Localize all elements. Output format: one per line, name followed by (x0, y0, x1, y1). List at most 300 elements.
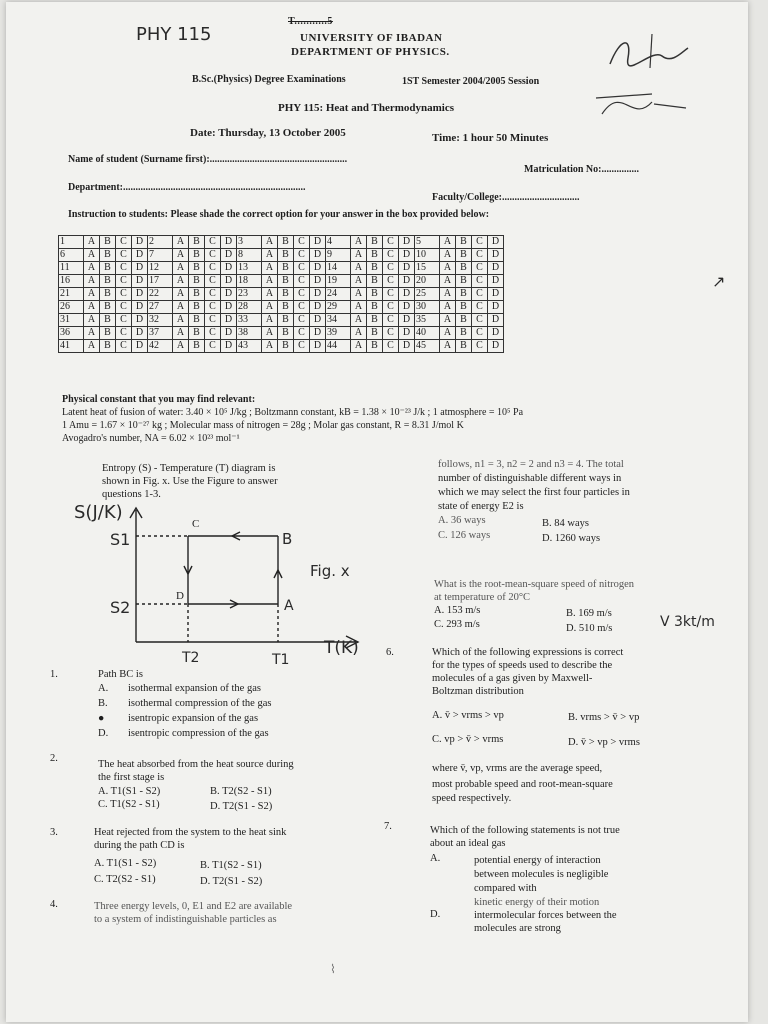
question-number-cell: 40 (415, 327, 440, 340)
answer-option-cell-d[interactable]: D (399, 327, 415, 340)
answer-option-cell-a[interactable]: A (173, 301, 189, 314)
question-number-cell: 24 (326, 288, 351, 301)
answer-option-cell-c[interactable]: C (294, 249, 310, 262)
answer-option-cell-c[interactable]: C (383, 275, 399, 288)
question-number-cell: 3 (237, 236, 262, 249)
answer-option-cell-d[interactable]: D (488, 327, 504, 340)
q7-option-a-line-1: potential energy of interaction (474, 855, 601, 866)
university-name: UNIVERSITY OF IBADAN (300, 32, 443, 44)
q7-option-d-line-0: kinetic energy of their motion (474, 897, 600, 908)
answer-option-cell-a[interactable]: A (262, 288, 278, 301)
answer-option-cell-b[interactable]: B (456, 327, 472, 340)
question-number-cell: 19 (326, 275, 351, 288)
point-b-label: B (282, 530, 293, 548)
instruction-text: Instruction to students: Please shade the correct option for your answer in the box provided below: (68, 209, 490, 220)
answer-option-cell-d[interactable]: D (399, 262, 415, 275)
answer-option-cell-b[interactable]: B (189, 249, 205, 262)
answer-grid-row (59, 327, 504, 340)
answer-option-cell-d[interactable]: D (488, 314, 504, 327)
answer-option-cell-c[interactable]: C (116, 340, 132, 353)
question-number-cell: 11 (59, 262, 84, 275)
answer-option-cell-b[interactable]: B (100, 340, 116, 353)
answer-option-cell-b[interactable]: B (278, 288, 294, 301)
answer-option-cell-c[interactable]: C (205, 301, 221, 314)
q4-line-2: to a system of indistinguishable particles as (94, 914, 277, 925)
answer-option-cell-d[interactable]: D (221, 262, 237, 275)
answer-option-cell-a[interactable]: A (262, 314, 278, 327)
answer-option-cell-c[interactable]: C (383, 236, 399, 249)
q6-option-a: A. v̄ > vrms > vp (432, 710, 504, 721)
question-number-cell: 31 (59, 314, 84, 327)
exam-time: Time: 1 hour 50 Minutes (432, 132, 549, 144)
q4-cont-line-2: number of distinguishable different ways in (438, 473, 622, 484)
question-number-cell: 45 (415, 340, 440, 353)
answer-option-cell-d[interactable]: D (399, 275, 415, 288)
answer-option-cell-d[interactable]: D (310, 314, 326, 327)
answer-option-cell-c[interactable]: C (472, 314, 488, 327)
answer-option-cell-c[interactable]: C (205, 262, 221, 275)
answer-option-cell-d[interactable]: D (399, 314, 415, 327)
answer-option-cell-d[interactable]: D (221, 249, 237, 262)
q4-line-1: Three energy levels, 0, E1 and E2 are available (94, 901, 293, 912)
q4-option-c: C. 126 ways (438, 530, 491, 541)
answer-option-cell-a[interactable]: A (84, 236, 100, 249)
answer-option-cell-d[interactable]: D (488, 340, 504, 353)
handwritten-course-code: PHY 115 (136, 24, 212, 45)
q1-text: Path BC is (98, 669, 143, 680)
t2-label: T2 (182, 650, 200, 666)
answer-option-cell-d[interactable]: D (310, 327, 326, 340)
q4-cont-line-1: follows, n1 = 3, n2 = 2 and n3 = 4. The total (438, 459, 624, 470)
q6-option-d: D. v̄ > vp > vrms (568, 737, 640, 748)
q2-number: 2. (50, 753, 58, 764)
answer-option-cell-b[interactable]: B (367, 327, 383, 340)
q1-option-d: D. isentropic compression of the gas (98, 728, 269, 739)
question-number-cell: 10 (415, 249, 440, 262)
q7-option-a-line-3: compared with (474, 883, 537, 894)
answer-option-cell-a[interactable]: A (84, 314, 100, 327)
answer-option-cell-d[interactable]: D (310, 340, 326, 353)
answer-option-cell-a[interactable]: A (440, 236, 456, 249)
answer-option-cell-a[interactable]: A (173, 249, 189, 262)
answer-option-cell-c[interactable]: C (294, 314, 310, 327)
answer-option-cell-c[interactable]: C (205, 327, 221, 340)
answer-option-cell-b[interactable]: B (278, 236, 294, 249)
department-name: DEPARTMENT OF PHYSICS. (291, 46, 450, 58)
answer-option-cell-a[interactable]: A (173, 288, 189, 301)
answer-option-cell-d[interactable]: D (399, 249, 415, 262)
q1-option-b: B. isothermal compression of the gas (98, 698, 272, 709)
answer-option-cell-d[interactable]: D (221, 314, 237, 327)
handwritten-arrow-mark: ↗ (712, 272, 726, 291)
answer-option-cell-d[interactable]: D (132, 249, 148, 262)
student-name-field: Name of student (Surname first):....................................................... (68, 154, 348, 165)
q6-where-2: most probable speed and root-mean-square (432, 779, 613, 790)
answer-option-cell-c[interactable]: C (116, 236, 132, 249)
answer-grid-row (59, 288, 504, 301)
answer-option-cell-d[interactable]: D (132, 327, 148, 340)
q2-option-c: C. T1(S2 - S1) (98, 799, 160, 810)
answer-option-cell-d[interactable]: D (132, 314, 148, 327)
q4-number: 4. (50, 899, 58, 910)
answer-option-cell-d[interactable]: D (132, 236, 148, 249)
answer-option-cell-a[interactable]: A (173, 340, 189, 353)
exam-date: Date: Thursday, 13 October 2005 (190, 127, 346, 139)
answer-option-cell-d[interactable]: D (310, 236, 326, 249)
answer-option-cell-d[interactable]: D (399, 340, 415, 353)
answer-option-cell-b[interactable]: B (456, 249, 472, 262)
answer-option-cell-c[interactable]: C (205, 314, 221, 327)
answer-option-cell-a[interactable]: A (84, 249, 100, 262)
question-number-cell: 22 (148, 288, 173, 301)
q6-line-2: for the types of speeds used to describe the (432, 660, 613, 671)
answer-option-cell-d[interactable]: D (221, 275, 237, 288)
answer-option-cell-c[interactable]: C (472, 340, 488, 353)
answer-option-cell-b[interactable]: B (367, 288, 383, 301)
answer-option-cell-c[interactable]: C (205, 249, 221, 262)
answer-option-cell-d[interactable]: D (221, 288, 237, 301)
question-number-cell: 12 (148, 262, 173, 275)
q6-option-c: C. vp > v̄ > vrms (432, 734, 504, 745)
answer-option-cell-c[interactable]: C (472, 275, 488, 288)
answer-option-cell-b[interactable]: B (278, 249, 294, 262)
q3-option-c: C. T2(S2 - S1) (94, 874, 156, 885)
question-number-cell: 36 (59, 327, 84, 340)
answer-option-cell-b[interactable]: B (367, 314, 383, 327)
answer-option-cell-b[interactable]: B (189, 301, 205, 314)
t1-label: T1 (272, 652, 290, 668)
answer-option-cell-b[interactable]: B (100, 275, 116, 288)
answer-option-cell-c[interactable]: C (383, 288, 399, 301)
answer-option-cell-d[interactable]: D (310, 262, 326, 275)
answer-option-cell-a[interactable]: A (84, 340, 100, 353)
answer-option-cell-b[interactable]: B (189, 314, 205, 327)
semester: 1ST Semester 2004/2005 Session (402, 76, 540, 87)
q7-number: 7. (384, 821, 392, 832)
answer-option-cell-c[interactable]: C (294, 288, 310, 301)
q3-option-d: D. T2(S1 - S2) (200, 876, 263, 887)
answer-option-cell-b[interactable]: B (456, 262, 472, 275)
exam-title: B.Sc.(Physics) Degree Examinations (192, 74, 346, 85)
answer-option-cell-d[interactable]: D (221, 236, 237, 249)
answer-option-cell-c[interactable]: C (472, 236, 488, 249)
answer-option-cell-c[interactable]: C (205, 340, 221, 353)
answer-option-cell-a[interactable]: A (440, 275, 456, 288)
constants-line-1: Latent heat of fusion of water: 3.40 × 10⁵ J/kg ; Boltzmann constant, kB = 1.38 × 10⁻²³ J/k ; 1 atmosphere = 10⁵ Pa (62, 407, 524, 418)
answer-option-cell-d[interactable]: D (488, 249, 504, 262)
answer-option-cell-b[interactable]: B (456, 340, 472, 353)
answer-option-cell-c[interactable]: C (116, 249, 132, 262)
question-number-cell: 37 (148, 327, 173, 340)
answer-option-cell-a[interactable]: A (440, 340, 456, 353)
answer-option-cell-a[interactable]: A (173, 314, 189, 327)
question-number-cell: 42 (148, 340, 173, 353)
answer-option-cell-a[interactable]: A (262, 275, 278, 288)
answer-option-cell-c[interactable]: C (116, 314, 132, 327)
answer-option-cell-c[interactable]: C (383, 327, 399, 340)
q5-option-c: C. 293 m/s (434, 619, 480, 630)
faculty-field: Faculty/College:............................... (432, 192, 580, 203)
answer-option-cell-b[interactable]: B (456, 301, 472, 314)
answer-option-cell-b[interactable]: B (367, 301, 383, 314)
q7-option-d-label: D. (430, 909, 441, 920)
answer-option-cell-a[interactable]: A (84, 275, 100, 288)
answer-option-cell-c[interactable]: C (472, 262, 488, 275)
answer-option-cell-c[interactable]: C (383, 340, 399, 353)
q7-line-1: Which of the following statements is not true (430, 825, 620, 836)
answer-option-cell-b[interactable]: B (278, 262, 294, 275)
answer-option-cell-c[interactable]: C (294, 262, 310, 275)
answer-option-cell-d[interactable]: D (132, 288, 148, 301)
answer-option-cell-c[interactable]: C (472, 327, 488, 340)
q2-option-b: B. T2(S2 - S1) (210, 786, 272, 797)
answer-grid-row (59, 301, 504, 314)
answer-option-cell-b[interactable]: B (367, 236, 383, 249)
handwritten-note: V 3kt/m (660, 614, 715, 630)
question-number-cell: 5 (415, 236, 440, 249)
matric-field: Matriculation No:............... (524, 164, 639, 175)
answer-option-cell-c[interactable]: C (383, 249, 399, 262)
answer-option-cell-b[interactable]: B (189, 262, 205, 275)
answer-option-cell-a[interactable]: A (84, 301, 100, 314)
answer-option-cell-a[interactable]: A (84, 327, 100, 340)
answer-option-cell-b[interactable]: B (278, 314, 294, 327)
answer-option-cell-b[interactable]: B (278, 327, 294, 340)
answer-option-cell-a[interactable]: A (262, 327, 278, 340)
answer-option-cell-a[interactable]: A (351, 249, 367, 262)
answer-option-cell-b[interactable]: B (100, 249, 116, 262)
q2-line-1: The heat absorbed from the heat source during (98, 759, 294, 770)
answer-option-cell-c[interactable]: C (472, 288, 488, 301)
s2-label: S2 (110, 598, 131, 617)
answer-option-cell-c[interactable]: C (294, 236, 310, 249)
q7-line-2: about an ideal gas (430, 838, 506, 849)
question-number-cell: 20 (415, 275, 440, 288)
constants-line-2: 1 Amu = 1.67 × 10⁻²⁷ kg ; Molecular mass of nitrogen = 28g ; Molar gas constant, R = 8.31 J/mol K (62, 420, 464, 431)
question-number-cell: 41 (59, 340, 84, 353)
q6-where-3: speed respectively. (432, 793, 512, 804)
q1-option-a: A. isothermal expansion of the gas (98, 683, 261, 694)
question-number-cell: 43 (237, 340, 262, 353)
figure-label: Fig. x (310, 562, 350, 580)
q2-line-2: the first stage is (98, 772, 165, 783)
answer-option-cell-a[interactable]: A (351, 301, 367, 314)
question-number-cell: 14 (326, 262, 351, 275)
question-number-cell: 23 (237, 288, 262, 301)
q6-line-3: molecules of a gas given by Maxwell- (432, 673, 593, 684)
answer-option-cell-a[interactable]: A (173, 275, 189, 288)
question-number-cell: 13 (237, 262, 262, 275)
q6-number: 6. (386, 647, 394, 658)
answer-option-cell-d[interactable]: D (132, 340, 148, 353)
answer-option-cell-d[interactable]: D (488, 301, 504, 314)
answer-option-cell-a[interactable]: A (351, 314, 367, 327)
question-number-cell: 44 (326, 340, 351, 353)
answer-option-cell-a[interactable]: A (351, 236, 367, 249)
answer-option-cell-c[interactable]: C (205, 275, 221, 288)
answer-option-cell-c[interactable]: C (116, 301, 132, 314)
question-number-cell: 1 (59, 236, 84, 249)
q3-option-a: A. T1(S1 - S2) (94, 858, 157, 869)
answer-option-cell-d[interactable]: D (132, 262, 148, 275)
answer-option-cell-a[interactable]: A (440, 262, 456, 275)
exam-sheet (6, 2, 748, 1022)
answer-option-cell-c[interactable]: C (383, 262, 399, 275)
answer-option-cell-d[interactable]: D (399, 236, 415, 249)
answer-option-cell-d[interactable]: D (399, 301, 415, 314)
answer-option-cell-c[interactable]: C (383, 301, 399, 314)
answer-option-cell-b[interactable]: B (100, 288, 116, 301)
answer-option-cell-a[interactable]: A (351, 288, 367, 301)
answer-option-cell-b[interactable]: B (278, 340, 294, 353)
question-number-cell: 8 (237, 249, 262, 262)
answer-grid-row (59, 236, 504, 249)
answer-option-cell-d[interactable]: D (132, 275, 148, 288)
answer-option-cell-b[interactable]: B (189, 275, 205, 288)
answer-option-cell-a[interactable]: A (351, 327, 367, 340)
answer-option-cell-a[interactable]: A (262, 262, 278, 275)
question-number-cell: 15 (415, 262, 440, 275)
answer-option-cell-b[interactable]: B (456, 314, 472, 327)
question-number-cell: 39 (326, 327, 351, 340)
answer-option-cell-a[interactable]: A (173, 327, 189, 340)
answer-option-cell-b[interactable]: B (100, 262, 116, 275)
answer-option-cell-d[interactable]: D (488, 275, 504, 288)
answer-grid-row (59, 275, 504, 288)
answer-option-cell-b[interactable]: B (456, 275, 472, 288)
answer-option-cell-c[interactable]: C (205, 288, 221, 301)
answer-option-cell-a[interactable]: A (262, 340, 278, 353)
answer-option-cell-a[interactable]: A (440, 249, 456, 262)
answer-option-cell-d[interactable]: D (310, 249, 326, 262)
figure-intro-1: Entropy (S) - Temperature (T) diagram is (102, 463, 276, 474)
answer-option-cell-c[interactable]: C (294, 340, 310, 353)
crossed-text: T...........5 (288, 16, 333, 27)
answer-option-cell-d[interactable]: D (399, 288, 415, 301)
answer-option-cell-d[interactable]: D (221, 301, 237, 314)
question-number-cell: 26 (59, 301, 84, 314)
question-number-cell: 6 (59, 249, 84, 262)
answer-option-cell-a[interactable]: A (351, 262, 367, 275)
q5-line-2: at temperature of 20°C (434, 592, 531, 603)
answer-option-cell-b[interactable]: B (189, 236, 205, 249)
q4-cont-line-3: which we may select the first four particles in (438, 487, 630, 498)
answer-option-cell-d[interactable]: D (488, 288, 504, 301)
q7-option-a-label: A. (430, 853, 441, 864)
answer-option-cell-d[interactable]: D (310, 275, 326, 288)
answer-option-cell-c[interactable]: C (294, 275, 310, 288)
answer-option-cell-b[interactable]: B (189, 288, 205, 301)
answer-option-cell-b[interactable]: B (100, 236, 116, 249)
answer-option-cell-c[interactable]: C (116, 262, 132, 275)
figure-intro-2: shown in Fig. x. Use the Figure to answer (102, 476, 278, 487)
answer-option-cell-a[interactable]: A (440, 301, 456, 314)
q5-option-d: D. 510 m/s (566, 623, 613, 634)
answer-option-cell-b[interactable]: B (456, 288, 472, 301)
answer-option-cell-c[interactable]: C (116, 275, 132, 288)
question-number-cell: 4 (326, 236, 351, 249)
scribble-mark (592, 84, 692, 124)
answer-option-cell-a[interactable]: A (440, 288, 456, 301)
answer-option-cell-c[interactable]: C (116, 327, 132, 340)
answer-option-cell-b[interactable]: B (189, 340, 205, 353)
answer-option-cell-c[interactable]: C (116, 288, 132, 301)
q4-cont-line-4: state of energy E2 is (438, 501, 524, 512)
signature-mark (602, 28, 692, 74)
answer-option-cell-a[interactable]: A (173, 236, 189, 249)
answer-option-cell-d[interactable]: D (132, 301, 148, 314)
q3-option-b: B. T1(S2 - S1) (200, 860, 262, 871)
q6-line-1: Which of the following expressions is correct (432, 647, 624, 658)
page-scribble: ⌇ (330, 962, 336, 976)
q6-line-4: Boltzman distribution (432, 686, 524, 697)
question-number-cell: 27 (148, 301, 173, 314)
question-number-cell: 21 (59, 288, 84, 301)
answer-option-cell-c[interactable]: C (383, 314, 399, 327)
answer-option-cell-a[interactable]: A (262, 249, 278, 262)
answer-option-cell-b[interactable]: B (456, 236, 472, 249)
answer-option-cell-c[interactable]: C (205, 236, 221, 249)
question-number-cell: 2 (148, 236, 173, 249)
answer-option-cell-c[interactable]: C (294, 327, 310, 340)
answer-option-cell-b[interactable]: B (367, 249, 383, 262)
answer-option-cell-b[interactable]: B (189, 327, 205, 340)
answer-option-cell-b[interactable]: B (367, 262, 383, 275)
answer-option-cell-c[interactable]: C (294, 301, 310, 314)
q2-option-d: D. T2(S1 - S2) (210, 801, 273, 812)
answer-option-cell-d[interactable]: D (221, 327, 237, 340)
department-field: Department:......................................................................... (68, 182, 306, 193)
question-number-cell: 32 (148, 314, 173, 327)
answer-option-cell-d[interactable]: D (310, 288, 326, 301)
answer-option-cell-b[interactable]: B (367, 340, 383, 353)
q3-line-2: during the path CD is (94, 840, 185, 851)
answer-option-cell-d[interactable]: D (488, 262, 504, 275)
answer-option-cell-a[interactable]: A (351, 275, 367, 288)
answer-option-cell-b[interactable]: B (100, 301, 116, 314)
question-number-cell: 38 (237, 327, 262, 340)
answer-option-cell-a[interactable]: A (262, 236, 278, 249)
answer-option-cell-d[interactable]: D (488, 236, 504, 249)
answer-option-cell-a[interactable]: A (173, 262, 189, 275)
answer-option-cell-c[interactable]: C (472, 301, 488, 314)
answer-option-cell-a[interactable]: A (440, 327, 456, 340)
answer-option-cell-a[interactable]: A (84, 288, 100, 301)
answer-option-cell-d[interactable]: D (221, 340, 237, 353)
answer-option-cell-d[interactable]: D (310, 301, 326, 314)
answer-option-cell-a[interactable]: A (262, 301, 278, 314)
answer-option-cell-a[interactable]: A (351, 340, 367, 353)
q4-option-b: B. 84 ways (542, 518, 589, 529)
question-number-cell: 33 (237, 314, 262, 327)
answer-option-cell-b[interactable]: B (367, 275, 383, 288)
answer-option-cell-b[interactable]: B (278, 301, 294, 314)
answer-option-cell-a[interactable]: A (84, 262, 100, 275)
answer-option-cell-c[interactable]: C (472, 249, 488, 262)
t-axis-label: T(K) (324, 638, 359, 658)
question-number-cell: 7 (148, 249, 173, 262)
figure-intro-3: questions 1-3. (102, 489, 161, 500)
s1-label: S1 (110, 530, 131, 549)
answer-option-cell-b[interactable]: B (100, 327, 116, 340)
answer-option-cell-b[interactable]: B (278, 275, 294, 288)
question-number-cell: 18 (237, 275, 262, 288)
answer-option-cell-b[interactable]: B (100, 314, 116, 327)
answer-option-cell-a[interactable]: A (440, 314, 456, 327)
q6-option-b: B. vrms > v̄ > vp (568, 712, 640, 723)
q2-option-a: A. T1(S1 - S2) (98, 786, 161, 797)
answer-grid-row (59, 340, 504, 353)
